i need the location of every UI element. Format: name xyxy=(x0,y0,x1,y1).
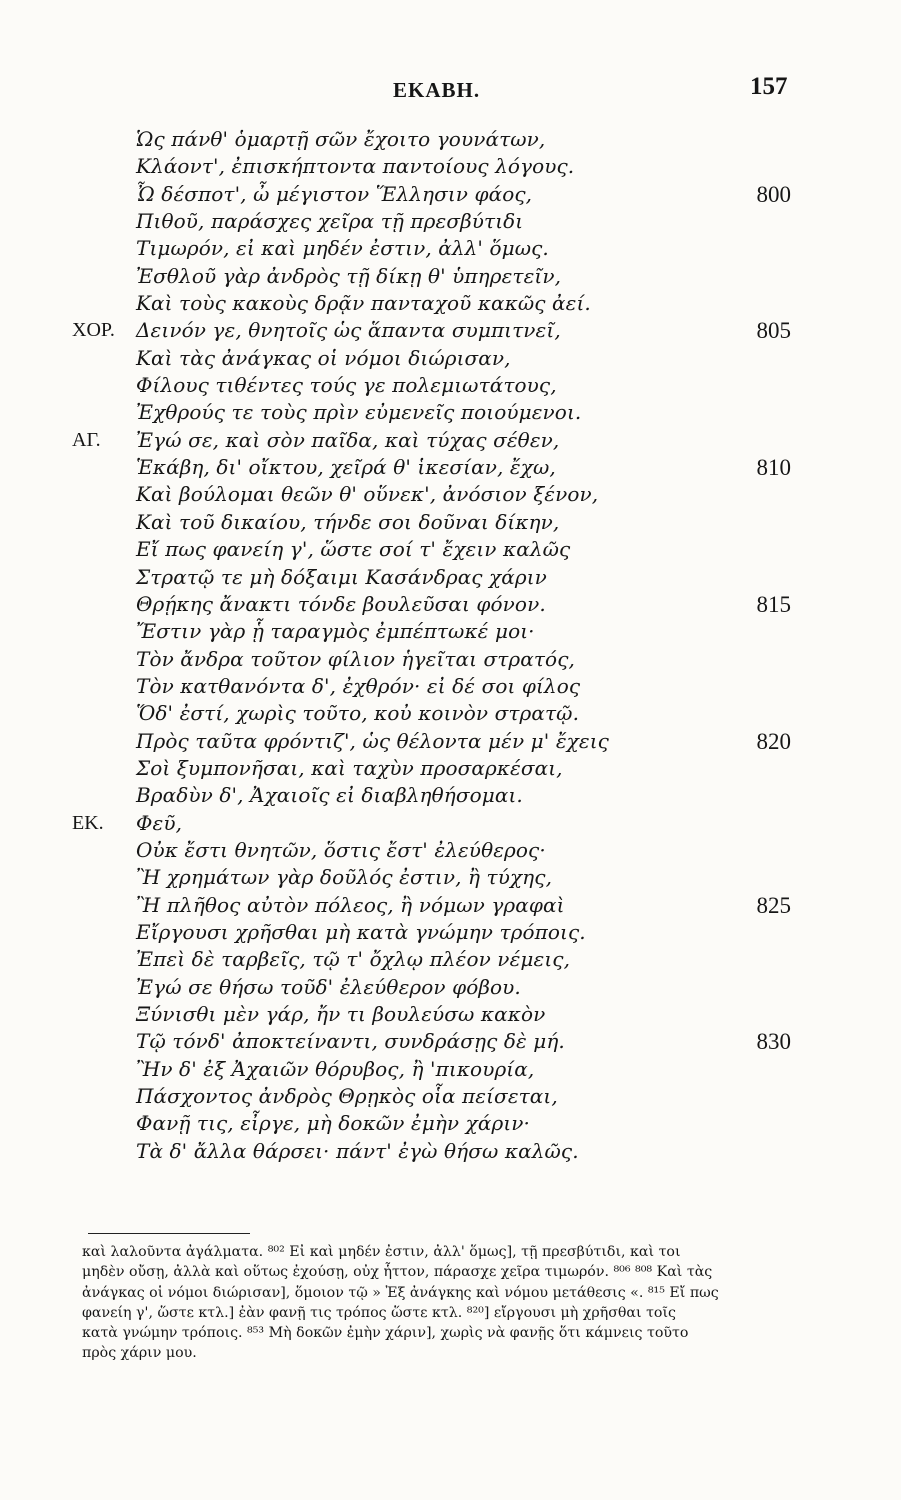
verse-line xyxy=(0,427,901,454)
verse-text: Ἐχθρούς τε τοὺς πρὶν εὐμενεῖς ποιούμενοι. xyxy=(136,400,582,425)
footnote-line: μηδὲν οὔσῃ, ἀλλὰ καὶ οὕτως ἐχούσῃ, οὐχ ἧττον, πάρασχε χεῖρα τιμωρόν. ⁸⁰⁶ ⁸⁰⁸ Καὶ τὰς xyxy=(82,1264,713,1281)
verse-text: Βραδὺν δ', Ἀχαιοῖς εἰ διαβληθήσομαι. xyxy=(136,783,523,808)
verse-text: Φεῦ, xyxy=(136,810,183,835)
verse-text: Δεινόν γε, θνητοῖς ὡς ἅπαντα συμπιτνεῖ, xyxy=(136,318,561,343)
verse-text: Πάσχοντος ἀνδρὸς Θρῃκὸς οἷα πείσεται, xyxy=(136,1084,558,1109)
verse-line xyxy=(0,454,901,481)
verse-text: Στρατῷ τε μὴ δόξαιμι Κασάνδρας χάριν xyxy=(136,564,547,589)
verse-text: Ἐγώ σε, καὶ σὸν παῖδα, καὶ τύχας σέθεν, xyxy=(136,427,560,452)
verse-text: Φίλους τιθέντες τούς γε πολεμιωτάτους, xyxy=(136,373,557,398)
line-number: 800 xyxy=(756,181,791,207)
verse-text: Καὶ τὰς ἀνάγκας οἱ νόμοι διώρισαν, xyxy=(136,345,511,370)
verse-line xyxy=(0,1001,901,1028)
verse-text: Ἢ χρημάτων γὰρ δοῦλός ἐστιν, ἢ τύχης, xyxy=(136,865,553,890)
verse-text: Τὸν κατθανόντα δ', ἐχθρόν· εἰ δέ σοι φίλος xyxy=(136,673,581,698)
verse-line xyxy=(0,481,901,508)
verse-line xyxy=(0,755,901,782)
verse-text: Καὶ τοῦ δικαίου, τήνδε σοι δοῦναι δίκην, xyxy=(136,509,560,534)
verse-text: Ἑκάβη, δι' οἴκτου, χεῖρά θ' ἱκεσίαν, ἔχω, xyxy=(136,455,556,480)
verse-line xyxy=(0,810,901,837)
verse-line xyxy=(0,700,901,727)
footnote-line: φανείη γ', ὥστε κτλ.] ἐὰν φανῇ τις τρόπος ὥστε κτλ. ⁸²⁰] εἴργουσι μὴ χρῆσθαι τοῖς xyxy=(82,1304,676,1321)
verse-text: Ξύνισθι μὲν γάρ, ἤν τι βουλεύσω κακὸν xyxy=(136,1002,546,1026)
verse-line xyxy=(0,317,901,344)
verse-line xyxy=(0,1083,901,1110)
verse-line xyxy=(0,208,901,235)
verse-text: Ἐπεὶ δὲ ταρβεῖς, τῷ τ' ὄχλῳ πλέον νέμεις, xyxy=(136,947,571,972)
verse-text: Εἴ πως φανείη γ', ὥστε σοί τ' ἔχειν καλῶς xyxy=(136,537,571,562)
verse-text: Ἐσθλοῦ γὰρ ἀνδρὸς τῇ δίκῃ θ' ὑπηρετεῖν, xyxy=(136,263,562,288)
speaker-label: ΑΓ. xyxy=(72,428,101,451)
verse-text: Σοὶ ξυμπονῆσαι, καὶ ταχὺν προσαρκέσαι, xyxy=(136,755,563,780)
verse-text: Τὰ δ' ἄλλα θάρσει· πάντ' ἐγὼ θήσω καλῶς. xyxy=(136,1138,579,1163)
verse-text: Θρῄκης ἄνακτι τόνδε βουλεῦσαι φόνον. xyxy=(136,591,546,616)
verse-line xyxy=(0,126,901,153)
verse-text: Ὅδ' ἐστί, χωρὶς τοῦτο, κοὐ κοινὸν στρατῷ. xyxy=(136,701,580,726)
verse-line xyxy=(0,564,901,591)
verse-line xyxy=(0,618,901,645)
verse-text: Τῷ τόνδ' ἀποκτείναντι, συνδράσῃς δὲ μή. xyxy=(136,1029,565,1054)
verse-line xyxy=(0,345,901,372)
verse-line xyxy=(0,1138,901,1165)
verse-text: Ὡς πάνθ' ὁμαρτῇ σῶν ἔχοιτο γουνάτων, xyxy=(136,127,546,151)
verse-text: Ὦ δέσποτ', ὦ μέγιστον Ἕλλησιν φάος, xyxy=(136,181,533,206)
footnote-rule xyxy=(88,1233,250,1234)
verse-line xyxy=(0,509,901,536)
page-number: 157 xyxy=(750,73,788,100)
verse-line xyxy=(0,892,901,919)
verse-text: Τὸν ἄνδρα τοῦτον φίλιον ἡγεῖται στρατός, xyxy=(136,646,575,671)
verse-line xyxy=(0,646,901,673)
verse-text: Κλάοντ', ἐπισκήπτοντα παντοίους λόγους. xyxy=(136,154,575,179)
verse-text: Καὶ τοὺς κακοὺς δρᾷν πανταχοῦ κακῶς ἀεί. xyxy=(136,291,591,316)
verse-line xyxy=(0,536,901,563)
verse-text: Φανῇ τις, εἶργε, μὴ δοκῶν ἐμὴν χάριν· xyxy=(136,1111,530,1136)
verse-text: Πρὸς ταῦτα φρόντιζ', ὡς θέλοντα μέν μ' ἔχεις xyxy=(136,728,609,753)
line-number: 820 xyxy=(756,728,791,754)
verse-line xyxy=(0,235,901,262)
running-head-title: ΕΚΑΒΗ. xyxy=(393,78,481,102)
verse-line xyxy=(0,837,901,864)
footnote-line: καὶ λαλοῦντα ἀγάλματα. ⁸⁰² Εἰ καὶ μηδέν ἐστιν, ἀλλ' ὅμως], τῇ πρεσβύτιδι, καὶ τοι xyxy=(82,1244,681,1260)
footnote-line: ἀνάγκας οἱ νόμοι διώρισαν], ὅμοιον τῷ » Ἐξ ἀνάγκης καὶ νόμου μετάθεσις «. ⁸¹⁵ Εἴ πως xyxy=(82,1284,719,1301)
verse-line xyxy=(0,673,901,700)
verse-line xyxy=(0,1056,901,1083)
verse-text: Τιμωρόν, εἰ καὶ μηδέν ἐστιν, ἀλλ' ὅμως. xyxy=(136,236,549,261)
verse-line xyxy=(0,399,901,426)
verse-text: Πιθοῦ, παράσχες χεῖρα τῇ πρεσβύτιδι xyxy=(136,209,524,234)
verse-line xyxy=(0,1028,901,1055)
verse-line xyxy=(0,290,901,317)
line-number: 830 xyxy=(756,1029,791,1055)
verse-line xyxy=(0,946,901,973)
verse-text: Εἴργουσι χρῆσθαι μὴ κατὰ γνώμην τρόποις. xyxy=(136,919,586,944)
line-number: 805 xyxy=(756,318,791,344)
verse-line xyxy=(0,263,901,290)
verse-text: Ἢν δ' ἐξ Ἀχαιῶν θόρυβος, ἢ 'πικουρία, xyxy=(136,1056,535,1081)
verse-line xyxy=(0,974,901,1001)
verse-text: Ἢ πλῆθος αὐτὸν πόλεος, ἢ νόμων γραφαὶ xyxy=(136,892,565,917)
verse-text: Καὶ βούλομαι θεῶν θ' οὕνεκ', ἀνόσιον ξένον, xyxy=(136,482,599,507)
verse-line xyxy=(0,1110,901,1137)
verse-line xyxy=(0,864,901,891)
verse-line xyxy=(0,372,901,399)
verse-text: Οὐκ ἔστι θνητῶν, ὅστις ἔστ' ἐλεύθερος· xyxy=(136,837,546,862)
speaker-label: ΧΟΡ. xyxy=(72,319,115,342)
verse-line xyxy=(0,728,901,755)
verse-line xyxy=(0,153,901,180)
line-number: 810 xyxy=(756,455,791,481)
footnote-line: πρὸς χάριν μου. xyxy=(82,1345,197,1362)
line-number: 825 xyxy=(756,892,791,918)
footnotes xyxy=(82,1242,820,1364)
line-number: 815 xyxy=(756,591,791,617)
verse-text: Ἐγώ σε θήσω τοῦδ' ἐλεύθερον φόβου. xyxy=(136,974,521,999)
verse-line xyxy=(0,782,901,809)
speaker-label: ΕΚ. xyxy=(72,811,104,834)
footnote-line: κατὰ γνώμην τρόποις. ⁸⁵³ Μὴ δοκῶν ἐμὴν χάριν], χωρὶς νὰ φανῇς ὅτι κάμνεις τοῦτο xyxy=(82,1325,689,1342)
verse-line xyxy=(0,919,901,946)
verse-line xyxy=(0,591,901,618)
verse-text: Ἔστιν γὰρ ᾗ ταραγμὸς ἐμπέπτωκέ μοι· xyxy=(136,619,535,644)
verse-line xyxy=(0,181,901,208)
verse-block xyxy=(0,126,901,1165)
